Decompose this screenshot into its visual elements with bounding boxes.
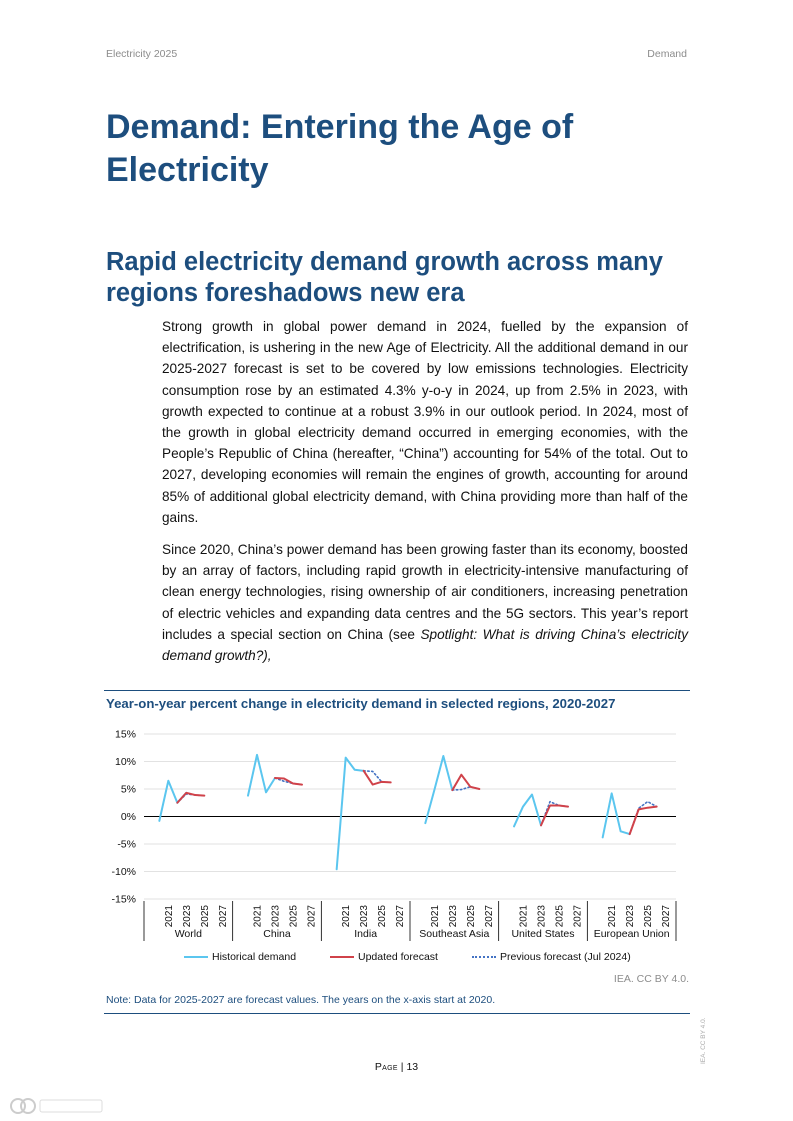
- series-updated-forecast: [541, 806, 568, 826]
- group-label: World: [174, 928, 202, 940]
- figure-bottom-rule: [104, 1013, 690, 1014]
- legend-label-historical: Historical demand: [212, 951, 297, 963]
- line-chart: [104, 722, 690, 970]
- x-tick-label: 2023: [181, 905, 193, 928]
- x-tick-label: 2025: [199, 905, 211, 928]
- x-tick-label: 2021: [341, 905, 353, 928]
- legend-label-updated: Updated forecast: [358, 951, 438, 963]
- watermark-logo: [8, 1095, 108, 1117]
- x-tick-label: 2025: [554, 905, 566, 928]
- legend-item-previous: [472, 951, 631, 963]
- group-label: United States: [511, 928, 575, 940]
- series-historical-demand: [159, 781, 186, 821]
- series-updated-forecast: [177, 793, 204, 803]
- figure-note: Note: Data for 2025-2027 are forecast values. The years on the x-axis start at 2020.: [106, 994, 496, 1006]
- chart-legend: [104, 951, 690, 967]
- y-tick-label: -15%: [111, 893, 136, 906]
- section-title: Rapid electricity demand growth across many regions foreshadows new era: [106, 248, 663, 307]
- chart-series: [159, 755, 656, 869]
- x-tick-label: 2027: [306, 905, 318, 928]
- body-paragraph-1: Strong growth in global power demand in 2024, fuelled by the expansion of electrification, is ushering in the new Age of Electricity. All the additional demand in our 2025-2027 forecast is set to be covered by low emissions technologies. Electricity consumption rose by an estimated 4.3% y-o-y in 2024, up from 2.5% in 2023, with growth expected to continue at a robust 3.9% in our outlook period. In 2024, most of the growth in global electricity demand occurred in emerging economies, with the People’s Republic of China (hereafter, “China”) accounting for 54% of the total. Out to 2027, developing economies will remain the engines of growth, accounting for around 85% of additional global electricity demand, with China providing more than half of the gains.: [162, 319, 688, 525]
- x-tick-label: 2025: [643, 905, 655, 928]
- x-tick-label: 2023: [447, 905, 459, 928]
- page-title: Demand: Entering the Age of Electricity: [106, 108, 574, 189]
- y-tick-label: 10%: [114, 756, 136, 768]
- x-tick-label: 2027: [661, 905, 673, 928]
- y-tick-label: 15%: [114, 728, 136, 741]
- legend-label-previous: Previous forecast (Jul 2024): [500, 951, 631, 963]
- y-tick-label: -10%: [111, 866, 136, 878]
- x-tick-label: 2027: [395, 905, 407, 928]
- y-tick-label: 0%: [120, 811, 136, 823]
- group-label: India: [354, 928, 378, 940]
- spotlight-reference: Spotlight: What is driving China’s electricity demand growth?),: [162, 626, 688, 664]
- x-tick-label: 2025: [465, 905, 477, 928]
- chart-x-axis: [144, 901, 676, 941]
- x-tick-label: 2021: [163, 905, 175, 928]
- x-tick-label: 2021: [429, 905, 441, 928]
- running-head-section: Demand: [647, 48, 687, 60]
- body-paragraph-2-text: Since 2020, China’s power demand has been growing faster than its economy, boosted by an array of factors, including rapid growth in electricity-intensive manufacturing of clean energy technologies, rising ownership of air conditioners, increasing penetration of electric vehicles and expanding data centres and the 5G sectors. This year’s report includes a special section on China (see: [162, 542, 688, 642]
- y-tick-label: 5%: [120, 783, 136, 796]
- x-tick-label: 2025: [377, 905, 389, 928]
- x-tick-label: 2023: [625, 905, 637, 928]
- x-tick-label: 2021: [607, 905, 619, 928]
- group-label: European Union: [593, 928, 670, 940]
- page-number: Page | 13: [374, 1061, 419, 1073]
- page-label: Page: [374, 1061, 398, 1073]
- group-label: China: [263, 928, 291, 940]
- series-updated-forecast: [630, 807, 657, 835]
- running-head-report-title: Electricity 2025: [106, 48, 178, 60]
- x-tick-label: 2023: [536, 905, 548, 928]
- figure-title: Year-on-year percent change in electricity demand in selected regions, 2020-2027: [106, 696, 616, 711]
- legend-swatch-updated: [330, 956, 354, 958]
- figure-top-rule: [104, 690, 690, 691]
- x-tick-label: 2021: [252, 905, 264, 928]
- series-historical-demand: [337, 758, 364, 870]
- body-paragraph-2: [162, 539, 688, 666]
- legend-swatch-historical: [184, 956, 208, 958]
- y-tick-label: -5%: [117, 838, 136, 851]
- series-historical-demand: [514, 795, 541, 827]
- series-historical-demand: [425, 756, 452, 823]
- page-number-value: 13: [406, 1061, 419, 1073]
- x-tick-label: 2023: [359, 905, 371, 928]
- x-tick-label: 2027: [483, 905, 495, 928]
- series-historical-demand: [248, 755, 275, 796]
- series-updated-forecast: [275, 778, 302, 785]
- x-tick-label: 2027: [217, 905, 229, 928]
- chart-y-axis: [111, 729, 136, 906]
- legend-item-historical: [184, 951, 296, 963]
- figure-credit: IEA. CC BY 4.0.: [613, 973, 689, 985]
- x-tick-label: 2025: [288, 905, 300, 928]
- legend-swatch-previous: [472, 956, 496, 958]
- x-tick-label: 2023: [270, 905, 282, 928]
- side-license: IEA. CC BY 4.0.: [700, 1017, 707, 1064]
- series-historical-demand: [603, 793, 630, 837]
- legend-item-updated: [330, 951, 438, 963]
- x-tick-label: 2027: [572, 905, 584, 928]
- group-label: Southeast Asia: [419, 928, 490, 940]
- x-tick-label: 2021: [518, 905, 530, 928]
